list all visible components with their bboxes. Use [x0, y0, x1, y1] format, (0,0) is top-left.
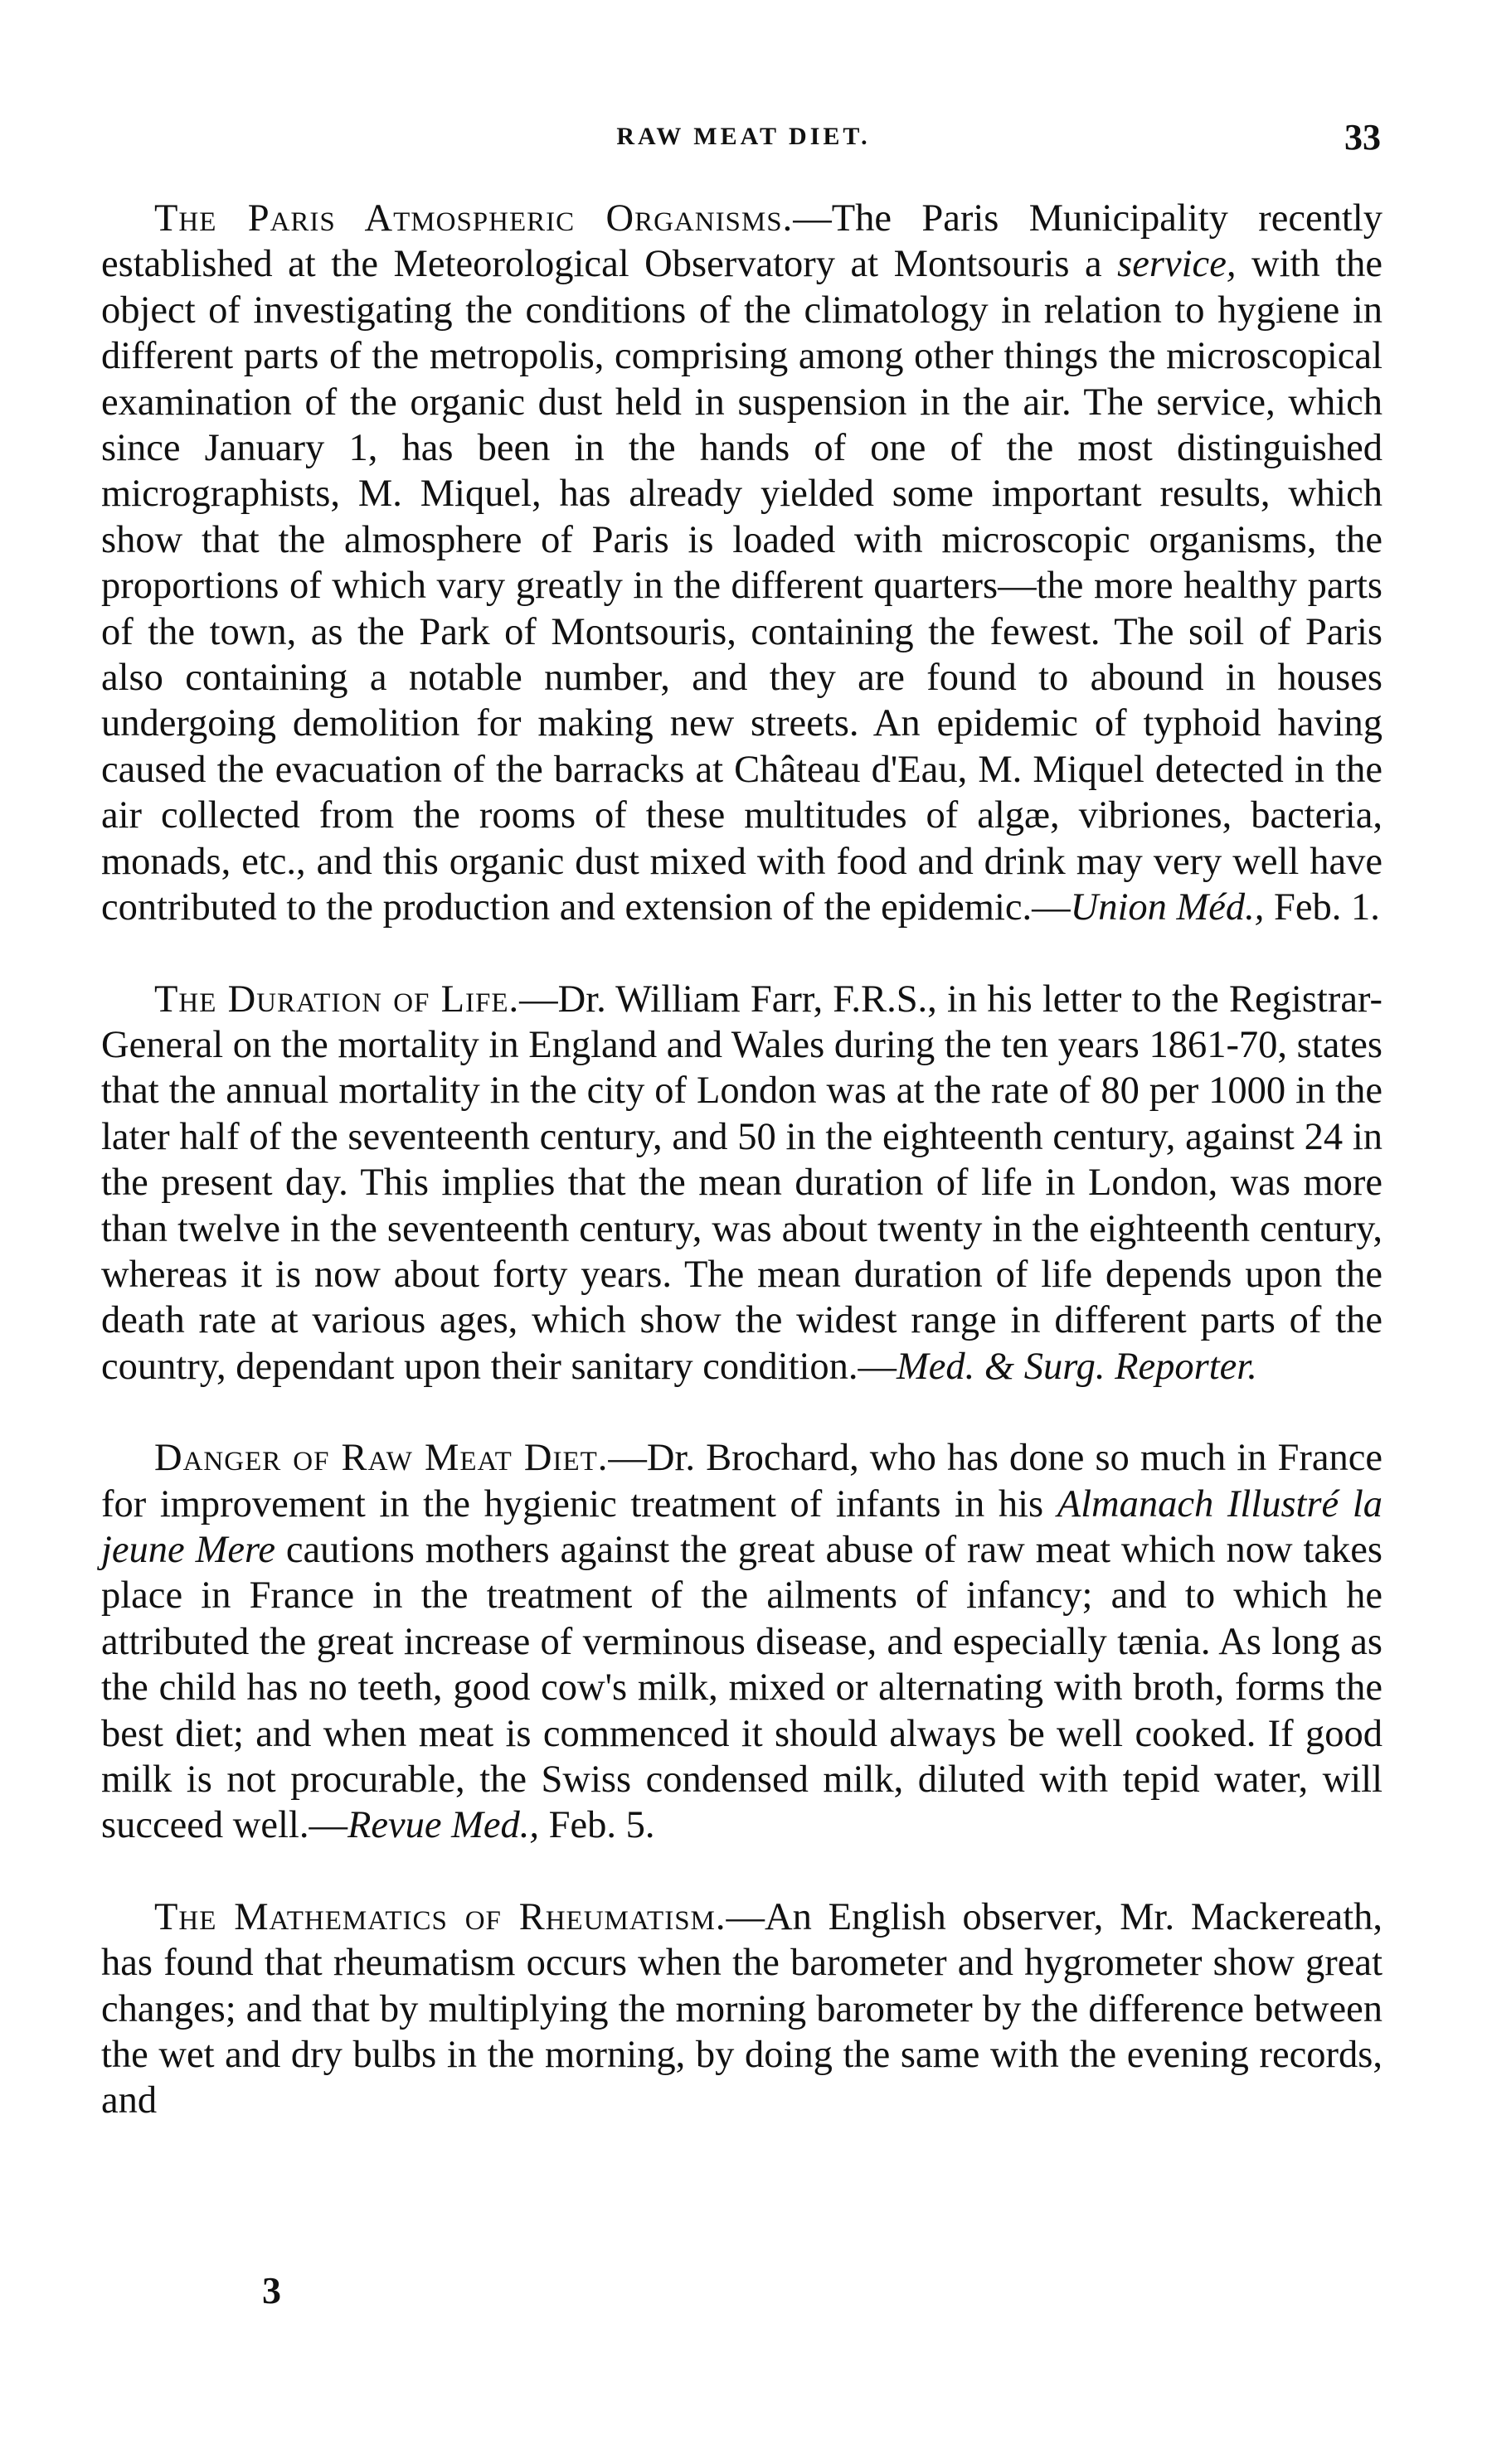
citation-source: Revue Med.,	[347, 1804, 540, 1847]
paragraph-text: cautions mothers against the great abuse of raw meat which now takes place in France in the treatment of the ailments of infancy; and to which he attributed the great increase of verminous disease, and especially tænia. As long as the child has no teeth, good cow's milk, mixed or alternating with broth, forms the best diet; and when meat is commenced it should always be well cooked. If good milk is not procurable, the Swiss condensed milk, diluted with tepid water, will succeed well.—	[101, 1528, 1383, 1847]
paragraph-heading: Danger of Raw Meat Diet.	[154, 1437, 609, 1480]
paragraph-paris-atmospheric-organisms	[101, 196, 1383, 931]
paragraph-text: with the object of investigating the conditions of the climatology in relation to hygiene in different parts of the metropolis, comprising among other things the microscopical examination of the organic dust held in suspension in the air. The service, which since January 1, has been in the hands of one of the most distinguished micrographists, M. Miquel, has already yielded some important results, which show that the almosphere of Paris is loaded with microscopic organisms, the proportions of which vary greatly in the different quarters—the more healthy parts of the town, as the Park of Montsouris, containing the fewest. The soil of Paris also containing a notable number, and they are found to abound in houses undergoing demolition for making new streets. An epidemic of typhoid having caused the evacuation of the barracks at Château d'Eau, M. Miquel detected in the air collected from the rooms of these multitudes of algæ, vibriones, bacteria, monads, etc., and this organic dust mixed with food and drink may very well have contributed to the production and extension of the epidemic.—	[101, 243, 1383, 929]
page-number: 33	[1344, 117, 1381, 158]
paragraph-text: —The Paris Municipality recently established at the Meteorological Observatory at Montsouris a	[101, 197, 1383, 286]
paragraph-duration-of-life	[101, 977, 1383, 1390]
running-head	[0, 116, 1487, 166]
paragraph-heading: The Paris Atmospheric Organisms.	[154, 197, 794, 240]
paragraph-danger-of-raw-meat-diet	[101, 1435, 1383, 1849]
citation-date: Feb. 1.	[1264, 886, 1380, 929]
italic-text: Almanach Illustré la jeune Mere	[101, 1482, 1383, 1571]
paragraph-heading: The Mathematics of Rheumatism.	[154, 1895, 726, 1938]
paragraph-mathematics-of-rheumatism	[101, 1894, 1383, 2124]
citation-date: Feb. 5.	[539, 1804, 655, 1847]
paragraph-text: —Dr. William Farr, F.R.S., in his letter to the Registrar-General on the mortality in England and Wales during the ten years 1861-70, states that the annual mortality in the city of London was at the rate of 80 per 1000 in the later half of the seventeenth century, and 50 in the eighteenth century, against 24 in the present day. This implies that the mean duration of life in London, was more than twelve in the seventeenth century, was about twenty in the eighteenth century, whereas it is now about forty years. The mean duration of life depends upon the death rate at various ages, which show the widest range in different parts of the country, dependant upon their sanitary condition.—	[101, 977, 1383, 1388]
article-body	[101, 196, 1383, 2170]
paragraph-text: —Dr. Brochard, who has done so much in France for improvement in the hygienic treatment of infants in his	[101, 1437, 1383, 1525]
running-title: RAW MEAT DIET.	[616, 123, 871, 150]
citation-source: Med. & Surg. Reporter.	[897, 1345, 1257, 1388]
paragraph-text: —An English observer, Mr. Mackereath, has found that rheumatism occurs when the barometer and hygrometer show great changes; and that by multiplying the morning barometer by the difference between the wet and dry bulbs in the morning, by doing the same with the evening records, and	[101, 1895, 1383, 2122]
signature-mark: 3	[262, 2269, 281, 2311]
paragraph-heading: The Duration of Life.	[154, 977, 520, 1021]
citation-source: Union Méd.,	[1070, 886, 1265, 929]
italic-text: service,	[1117, 243, 1237, 286]
